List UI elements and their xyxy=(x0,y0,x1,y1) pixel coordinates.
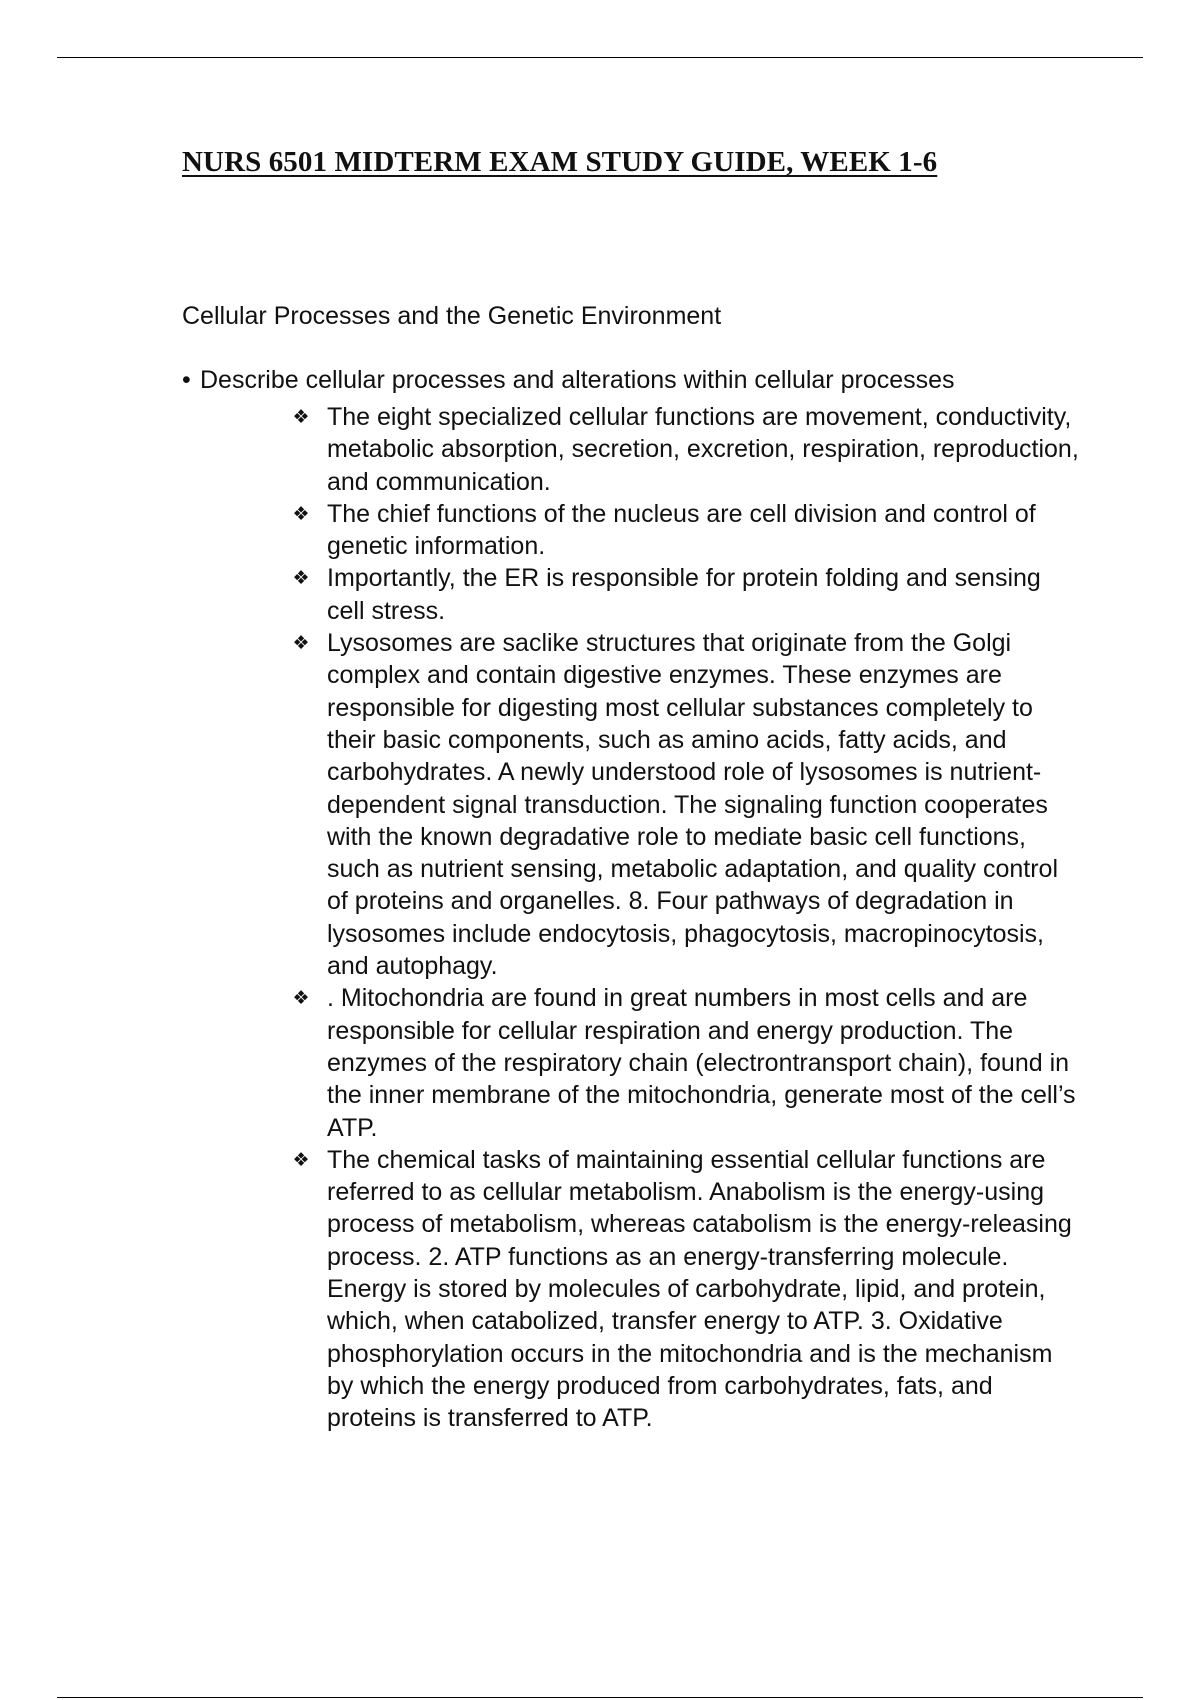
four-diamond-bullet-icon: ❖ xyxy=(292,406,310,428)
list-item xyxy=(290,982,1080,1143)
four-diamond-bullet-icon: ❖ xyxy=(292,502,310,525)
four-diamond-bullet-icon: ❖ xyxy=(292,987,310,1010)
four-diamond-bullet-icon: ❖ xyxy=(292,567,310,590)
four-diamond-bullet-icon: ❖ xyxy=(292,1148,310,1171)
list-item xyxy=(290,1144,1080,1435)
list-item-text: Lysosomes are saclike structures that originate from the Golgi complex and contain digestive enzymes. These enzymes are responsible for digesting most cellular substances completely to their basic components, such as amino acids, fatty acids, and carbohydrates. A newly understood role of lysosomes is nutrient-dependent signal transduction. The signaling function cooperates with the known degradative role to mediate basic cell functions, such as nutrient sensing, metabolic adaptation, and quality control of proteins and organelles. 8. Four pathways of degradation in lysosomes include endocytosis, phagocytosis, macropinocytosis, and autophagy. xyxy=(327,629,1059,981)
list-item xyxy=(290,627,1080,982)
list-item xyxy=(290,562,1080,627)
key-points-list xyxy=(290,401,1080,1435)
list-item-text: The chief functions of the nucleus are cell division and control of genetic information. xyxy=(327,499,1036,561)
section-heading: Cellular Processes and the Genetic Environment xyxy=(182,302,722,330)
list-item xyxy=(290,498,1080,563)
objective-text: Describe cellular processes and alterations within cellular processes xyxy=(200,366,955,394)
list-item-text: Importantly, the ER is responsible for protein folding and sensing cell stress. xyxy=(327,564,1041,625)
learning-objective xyxy=(182,366,955,395)
four-diamond-bullet-icon: ❖ xyxy=(292,632,310,655)
list-item-text: The chemical tasks of maintaining essential cellular functions are referred to as cellular metabolism. Anabolism is the energy-using process of metabolism, whereas catabolism is the energy-releasing process. 2. ATP functions as an energy-transferring molecule. Energy is stored by molecules of carbohydrate, lipid, and protein, which, when catabolized, transfer energy to ATP. 3. Oxidative phosphorylation occurs in the mitochondria and is the mechanism by which the energy produced from carbohydrates, fats, and proteins is transferred to ATP. xyxy=(327,1145,1072,1433)
document-title: NURS 6501 MIDTERM EXAM STUDY GUIDE, WEEK 1-6 xyxy=(182,146,938,178)
top-divider xyxy=(57,57,1143,58)
bottom-divider xyxy=(57,1697,1143,1698)
list-item xyxy=(290,401,1080,498)
list-item-text: The eight specialized cellular functions are movement, conductivity, metabolic absorption, secretion, excretion, respiration, reproduction, and communication. xyxy=(327,403,1079,496)
bullet-dot-icon: • xyxy=(182,366,191,394)
list-item-text: . Mitochondria are found in great numbers in most cells and are responsible for cellular respiration and energy production. The enzymes of the respiratory chain (electrontransport chain), found in the inner membrane of the mitochondria, generate most of the cell’s ATP. xyxy=(327,984,1076,1142)
